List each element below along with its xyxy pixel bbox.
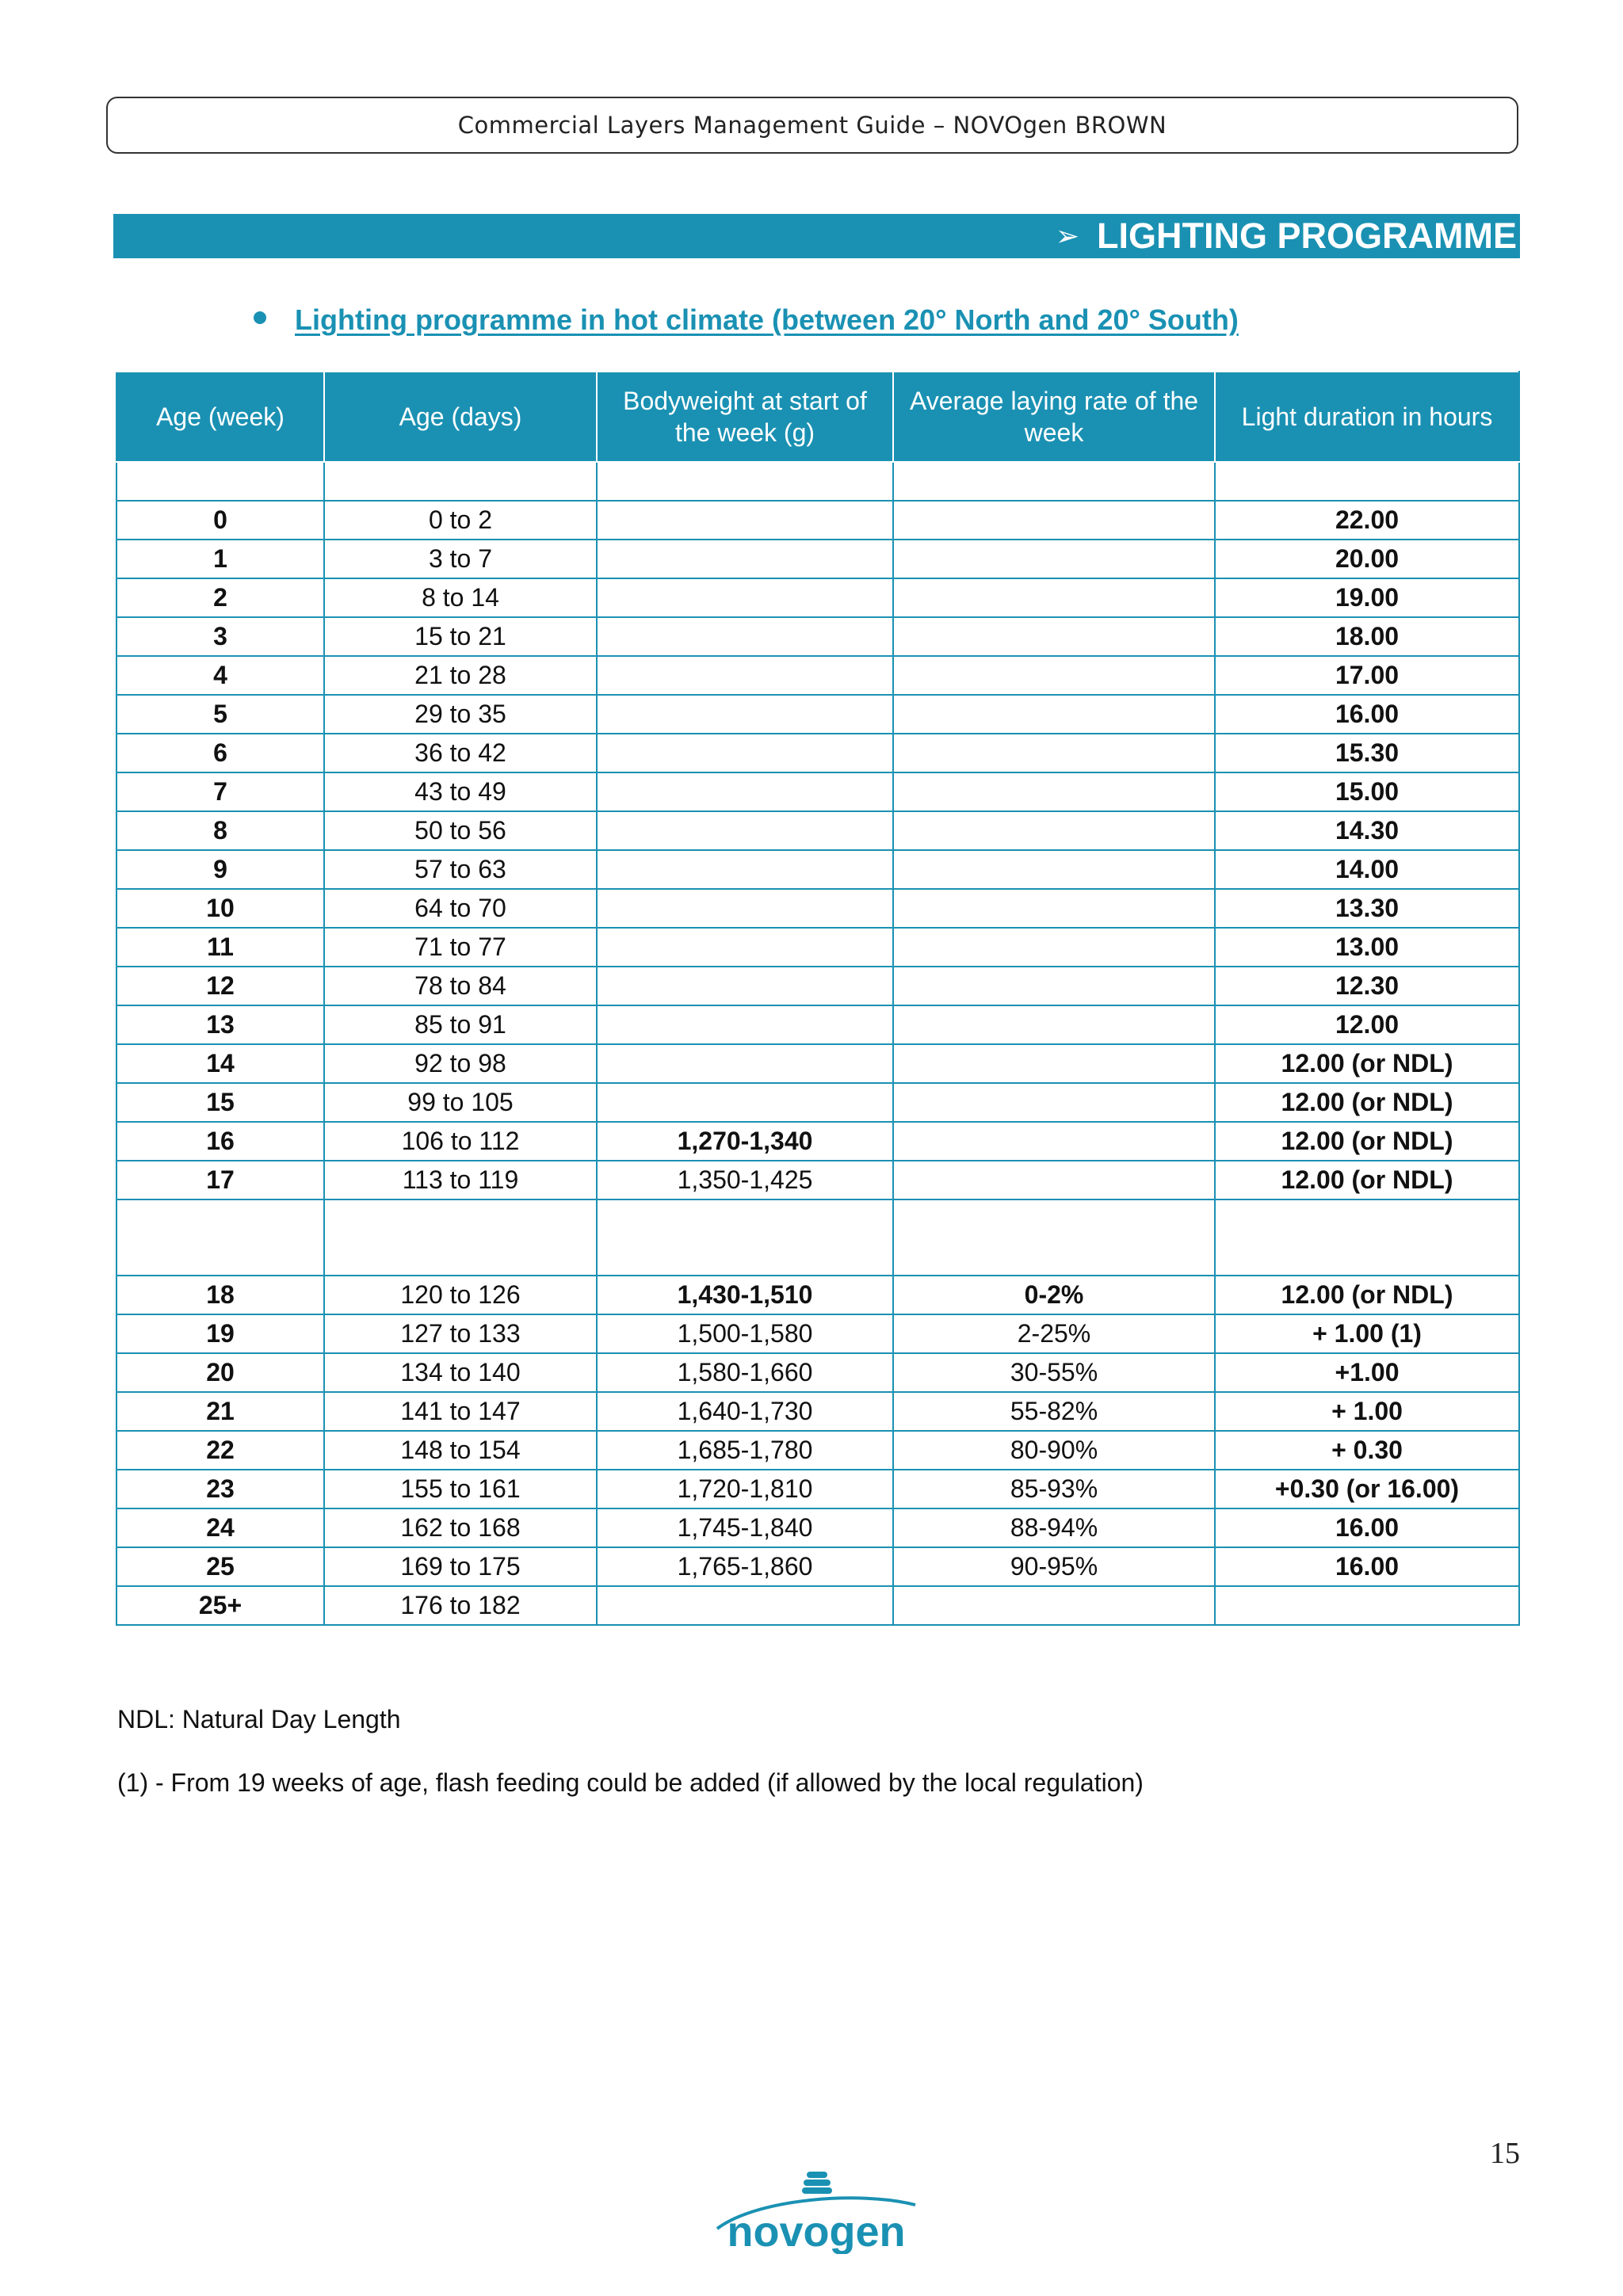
age-days-cell: 50 to 56 bbox=[324, 811, 597, 850]
table-row bbox=[116, 772, 1519, 811]
age-week-cell: 5 bbox=[116, 695, 324, 734]
column-header: Average laying rate of the week bbox=[893, 372, 1215, 462]
age-days-cell: 29 to 35 bbox=[324, 695, 597, 734]
age-days-cell: 85 to 91 bbox=[324, 1005, 597, 1044]
bodyweight-cell bbox=[597, 772, 893, 811]
light-duration-cell: 12.00 (or NDL) bbox=[1215, 1161, 1519, 1199]
light-duration-cell: 19.00 bbox=[1215, 578, 1519, 617]
table-row bbox=[116, 695, 1519, 734]
bullet-icon bbox=[254, 311, 266, 324]
age-days-cell: 113 to 119 bbox=[324, 1161, 597, 1199]
column-header: Bodyweight at start of the week (g) bbox=[597, 372, 893, 462]
bodyweight-cell bbox=[597, 501, 893, 540]
sub-heading-text: Lighting programme in hot climate (between 20° North and 20° South) bbox=[295, 303, 1239, 336]
laying-rate-cell bbox=[893, 578, 1215, 617]
age-week-cell: 15 bbox=[116, 1083, 324, 1122]
laying-rate-cell: 55-82% bbox=[893, 1392, 1215, 1431]
bodyweight-cell: 1,270-1,340 bbox=[597, 1122, 893, 1161]
light-duration-cell: + 0.30 bbox=[1215, 1431, 1519, 1470]
bodyweight-cell bbox=[597, 734, 893, 772]
laying-rate-cell bbox=[893, 1083, 1215, 1122]
table-row bbox=[116, 1353, 1519, 1392]
table-row bbox=[116, 1547, 1519, 1586]
section-title: LIGHTING PROGRAMME bbox=[1097, 215, 1517, 256]
laying-rate-cell bbox=[893, 1122, 1215, 1161]
age-days-cell: 155 to 161 bbox=[324, 1470, 597, 1508]
age-days-cell: 8 to 14 bbox=[324, 578, 597, 617]
age-week-cell: 17 bbox=[116, 1161, 324, 1199]
document-header bbox=[106, 97, 1518, 154]
laying-rate-cell: 80-90% bbox=[893, 1431, 1215, 1470]
light-duration-cell: 12.30 bbox=[1215, 967, 1519, 1005]
age-week-cell: 18 bbox=[116, 1276, 324, 1314]
light-duration-cell: 12.00 (or NDL) bbox=[1215, 1044, 1519, 1083]
table-row bbox=[116, 1586, 1519, 1625]
table-row bbox=[116, 1276, 1519, 1314]
laying-rate-cell bbox=[893, 656, 1215, 695]
bodyweight-cell: 1,580-1,660 bbox=[597, 1353, 893, 1392]
table-row bbox=[116, 1470, 1519, 1508]
age-week-cell: 23 bbox=[116, 1470, 324, 1508]
light-duration-cell: 14.30 bbox=[1215, 811, 1519, 850]
age-days-cell: 92 to 98 bbox=[324, 1044, 597, 1083]
table-header-row bbox=[116, 372, 1519, 462]
page-number: 15 bbox=[1490, 2137, 1520, 2170]
table-row bbox=[116, 1005, 1519, 1044]
age-week-cell: 1 bbox=[116, 540, 324, 578]
table-row bbox=[116, 578, 1519, 617]
age-days-cell: 78 to 84 bbox=[324, 967, 597, 1005]
table-row bbox=[116, 928, 1519, 967]
bodyweight-cell: 1,350-1,425 bbox=[597, 1161, 893, 1199]
bodyweight-cell bbox=[597, 1586, 893, 1625]
age-week-cell: 10 bbox=[116, 889, 324, 928]
table-row bbox=[116, 1083, 1519, 1122]
light-duration-cell: 16.00 bbox=[1215, 1508, 1519, 1547]
laying-rate-cell bbox=[893, 1044, 1215, 1083]
bodyweight-cell bbox=[597, 656, 893, 695]
age-days-cell: 64 to 70 bbox=[324, 889, 597, 928]
bodyweight-cell: 1,500-1,580 bbox=[597, 1314, 893, 1353]
laying-rate-cell bbox=[893, 811, 1215, 850]
laying-rate-cell bbox=[893, 1005, 1215, 1044]
age-days-cell: 127 to 133 bbox=[324, 1314, 597, 1353]
table-row bbox=[116, 617, 1519, 656]
table-row bbox=[116, 501, 1519, 540]
column-header: Light duration in hours bbox=[1215, 372, 1519, 462]
document-title: Commercial Layers Management Guide – NOVOgen BROWN bbox=[457, 112, 1167, 139]
age-week-cell: 16 bbox=[116, 1122, 324, 1161]
arrow-bullet-icon: ➢ bbox=[1055, 219, 1080, 253]
laying-rate-cell bbox=[893, 617, 1215, 656]
laying-rate-cell bbox=[893, 1161, 1215, 1199]
light-duration-cell: 13.30 bbox=[1215, 889, 1519, 928]
age-week-cell: 24 bbox=[116, 1508, 324, 1547]
laying-rate-cell bbox=[893, 540, 1215, 578]
table-row bbox=[116, 811, 1519, 850]
age-week-cell: 21 bbox=[116, 1392, 324, 1431]
age-days-cell: 141 to 147 bbox=[324, 1392, 597, 1431]
age-days-cell: 99 to 105 bbox=[324, 1083, 597, 1122]
column-header: Age (days) bbox=[324, 372, 597, 462]
light-duration-cell: 12.00 (or NDL) bbox=[1215, 1122, 1519, 1161]
laying-rate-cell bbox=[893, 772, 1215, 811]
light-duration-cell: 18.00 bbox=[1215, 617, 1519, 656]
bodyweight-cell: 1,720-1,810 bbox=[597, 1470, 893, 1508]
age-days-cell: 120 to 126 bbox=[324, 1276, 597, 1314]
light-duration-cell: 12.00 (or NDL) bbox=[1215, 1276, 1519, 1314]
table-row bbox=[116, 967, 1519, 1005]
age-week-cell: 13 bbox=[116, 1005, 324, 1044]
ndl-note: NDL: Natural Day Length bbox=[117, 1705, 401, 1733]
table-row bbox=[116, 1161, 1519, 1199]
light-duration-cell: 22.00 bbox=[1215, 501, 1519, 540]
age-days-cell: 134 to 140 bbox=[324, 1353, 597, 1392]
age-days-cell: 169 to 175 bbox=[324, 1547, 597, 1586]
age-days-cell: 106 to 112 bbox=[324, 1122, 597, 1161]
light-duration-cell: +1.00 bbox=[1215, 1353, 1519, 1392]
laying-rate-cell: 0-2% bbox=[893, 1276, 1215, 1314]
age-week-cell: 4 bbox=[116, 656, 324, 695]
age-week-cell: 2 bbox=[116, 578, 324, 617]
age-week-cell: 20 bbox=[116, 1353, 324, 1392]
age-days-cell: 71 to 77 bbox=[324, 928, 597, 967]
age-week-cell: 19 bbox=[116, 1314, 324, 1353]
light-duration-cell: + 1.00 (1) bbox=[1215, 1314, 1519, 1353]
table-row bbox=[116, 1392, 1519, 1431]
age-week-cell: 25 bbox=[116, 1547, 324, 1586]
light-duration-cell: 15.30 bbox=[1215, 734, 1519, 772]
lighting-programme-table bbox=[116, 371, 1520, 1626]
age-days-cell: 3 to 7 bbox=[324, 540, 597, 578]
age-days-cell: 36 to 42 bbox=[324, 734, 597, 772]
bodyweight-cell bbox=[597, 928, 893, 967]
age-days-cell: 43 to 49 bbox=[324, 772, 597, 811]
laying-rate-cell bbox=[893, 501, 1215, 540]
laying-rate-cell: 88-94% bbox=[893, 1508, 1215, 1547]
light-duration-cell: 12.00 (or NDL) bbox=[1215, 1083, 1519, 1122]
age-days-cell: 0 to 2 bbox=[324, 501, 597, 540]
bodyweight-cell bbox=[597, 811, 893, 850]
table-row bbox=[116, 1314, 1519, 1353]
light-duration-cell: 20.00 bbox=[1215, 540, 1519, 578]
laying-rate-cell: 30-55% bbox=[893, 1353, 1215, 1392]
footnote: (1) - From 19 weeks of age, flash feeding could be added (if allowed by the local regulation) bbox=[117, 1768, 1144, 1797]
light-duration-cell: 14.00 bbox=[1215, 850, 1519, 889]
light-duration-cell: +0.30 (or 16.00) bbox=[1215, 1470, 1519, 1508]
age-week-cell: 3 bbox=[116, 617, 324, 656]
laying-rate-cell bbox=[893, 695, 1215, 734]
light-duration-cell: 17.00 bbox=[1215, 656, 1519, 695]
age-week-cell: 14 bbox=[116, 1044, 324, 1083]
table-row bbox=[116, 1508, 1519, 1547]
sub-heading bbox=[254, 299, 1239, 341]
bodyweight-cell bbox=[597, 850, 893, 889]
bodyweight-cell bbox=[597, 1083, 893, 1122]
laying-rate-cell: 90-95% bbox=[893, 1547, 1215, 1586]
table-row bbox=[116, 1122, 1519, 1161]
age-days-cell: 15 to 21 bbox=[324, 617, 597, 656]
age-week-cell: 22 bbox=[116, 1431, 324, 1470]
bodyweight-cell: 1,640-1,730 bbox=[597, 1392, 893, 1431]
bodyweight-cell bbox=[597, 1044, 893, 1083]
age-week-cell: 12 bbox=[116, 967, 324, 1005]
laying-rate-cell bbox=[893, 850, 1215, 889]
bodyweight-cell bbox=[597, 617, 893, 656]
age-week-cell: 25+ bbox=[116, 1586, 324, 1625]
table-row bbox=[116, 540, 1519, 578]
logo-wordmark: novogen bbox=[727, 2208, 906, 2254]
bodyweight-cell bbox=[597, 967, 893, 1005]
laying-rate-cell bbox=[893, 928, 1215, 967]
table-row bbox=[116, 734, 1519, 772]
light-duration-cell: 13.00 bbox=[1215, 928, 1519, 967]
laying-rate-cell bbox=[893, 1586, 1215, 1625]
age-week-cell: 11 bbox=[116, 928, 324, 967]
table-spacer-row bbox=[116, 1199, 1519, 1276]
light-duration-cell: 16.00 bbox=[1215, 1547, 1519, 1586]
bodyweight-cell: 1,745-1,840 bbox=[597, 1508, 893, 1547]
column-header: Age (week) bbox=[116, 372, 324, 462]
age-days-cell: 162 to 168 bbox=[324, 1508, 597, 1547]
laying-rate-cell: 85-93% bbox=[893, 1470, 1215, 1508]
bodyweight-cell: 1,430-1,510 bbox=[597, 1276, 893, 1314]
novogen-logo bbox=[701, 2167, 931, 2254]
bodyweight-cell bbox=[597, 540, 893, 578]
age-week-cell: 6 bbox=[116, 734, 324, 772]
age-days-cell: 21 to 28 bbox=[324, 656, 597, 695]
age-week-cell: 9 bbox=[116, 850, 324, 889]
table-spacer-row bbox=[116, 462, 1519, 501]
light-duration-cell: 15.00 bbox=[1215, 772, 1519, 811]
light-duration-cell bbox=[1215, 1586, 1519, 1625]
laying-rate-cell bbox=[893, 889, 1215, 928]
bodyweight-cell: 1,765-1,860 bbox=[597, 1547, 893, 1586]
table-row bbox=[116, 1431, 1519, 1470]
table-row bbox=[116, 889, 1519, 928]
bodyweight-cell: 1,685-1,780 bbox=[597, 1431, 893, 1470]
laying-rate-cell: 2-25% bbox=[893, 1314, 1215, 1353]
light-duration-cell: + 1.00 bbox=[1215, 1392, 1519, 1431]
table-row bbox=[116, 1044, 1519, 1083]
light-duration-cell: 12.00 bbox=[1215, 1005, 1519, 1044]
light-duration-cell: 16.00 bbox=[1215, 695, 1519, 734]
age-days-cell: 57 to 63 bbox=[324, 850, 597, 889]
bodyweight-cell bbox=[597, 695, 893, 734]
age-days-cell: 148 to 154 bbox=[324, 1431, 597, 1470]
age-week-cell: 0 bbox=[116, 501, 324, 540]
age-week-cell: 8 bbox=[116, 811, 324, 850]
laying-rate-cell bbox=[893, 967, 1215, 1005]
laying-rate-cell bbox=[893, 734, 1215, 772]
table-row bbox=[116, 656, 1519, 695]
section-title-bar bbox=[113, 214, 1520, 258]
bodyweight-cell bbox=[597, 1005, 893, 1044]
bodyweight-cell bbox=[597, 578, 893, 617]
bodyweight-cell bbox=[597, 889, 893, 928]
age-days-cell: 176 to 182 bbox=[324, 1586, 597, 1625]
table-row bbox=[116, 850, 1519, 889]
age-week-cell: 7 bbox=[116, 772, 324, 811]
